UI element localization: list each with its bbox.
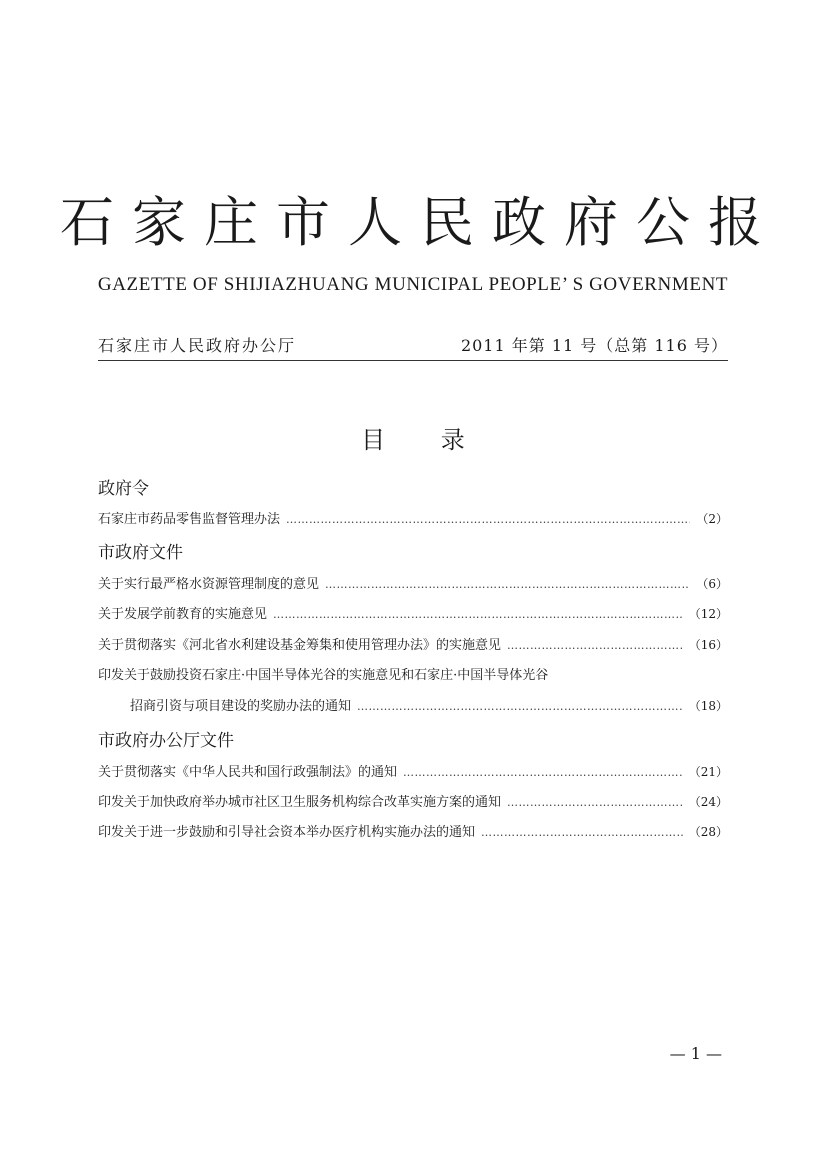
leader-dots <box>357 698 683 716</box>
toc-entry[interactable] <box>98 823 728 842</box>
leader-dots <box>507 637 683 655</box>
toc-entry-page: （16） <box>688 638 728 652</box>
gazette-english-title: GAZETTE OF SHIJIAZHUANG MUNICIPAL PEOPLE’ S GOVERNMENT <box>97 274 729 295</box>
section-title: 市政府文件 <box>98 543 183 563</box>
toc-entry-title: 印发关于加快政府举办城市社区卫生服务机构综合改革实施方案的通知 <box>98 795 502 810</box>
toc-entry-title: 关于实行最严格水资源管理制度的意见 <box>98 577 320 592</box>
toc-entry-page: （2） <box>696 512 728 526</box>
toc-heading: 目 录 <box>361 426 465 454</box>
gazette-title: 石家庄市人民政府公报 <box>60 191 780 254</box>
toc-entry-page: （24） <box>688 795 728 809</box>
toc-entry-title: 印发关于进一步鼓励和引导社会资本举办医疗机构实施办法的通知 <box>98 825 476 840</box>
toc-entry-page: （28） <box>688 825 728 839</box>
leader-dots <box>481 824 683 842</box>
toc-entry[interactable] <box>98 636 728 655</box>
toc-entry-page: （18） <box>688 699 728 713</box>
toc-entry-title: 关于贯彻落实《中华人民共和国行政强制法》的通知 <box>98 765 398 780</box>
leader-dots <box>286 511 690 529</box>
toc-entry[interactable] <box>98 510 728 529</box>
toc-entry-page: （21） <box>688 765 728 779</box>
issue-number: 2011 年第 11 号（总第 116 号） <box>460 336 728 355</box>
leader-dots <box>273 606 683 624</box>
leader-dots <box>403 764 683 782</box>
toc-entry[interactable] <box>130 697 728 716</box>
toc-entry-title: 关于发展学前教育的实施意见 <box>98 607 268 622</box>
issuer: 石家庄市人民政府办公厅 <box>98 336 297 355</box>
toc-entry-title: 关于贯彻落实《河北省水利建设基金筹集和使用管理办法》的实施意见 <box>98 638 502 653</box>
toc-entry-page: （6） <box>696 577 728 591</box>
section-title: 政府令 <box>98 479 149 499</box>
page-number: — 1 — <box>669 1044 722 1063</box>
toc-entry-page: （12） <box>688 607 728 621</box>
leader-dots <box>507 794 683 812</box>
toc-entry[interactable] <box>98 605 728 624</box>
toc-entry-title: 石家庄市药品零售监督管理办法 <box>98 512 281 527</box>
toc-entry[interactable] <box>98 793 728 812</box>
toc-entry[interactable] <box>98 575 728 594</box>
section-title: 市政府办公厅文件 <box>98 731 234 751</box>
leader-dots <box>325 576 690 594</box>
header-divider <box>98 360 728 361</box>
toc-entry-continuation: 招商引资与项目建设的奖励办法的通知 <box>130 699 352 714</box>
toc-entry-title[interactable]: 印发关于鼓励投资石家庄·中国半导体光谷的实施意见和石家庄·中国半导体光谷 <box>98 668 549 683</box>
toc-entry[interactable] <box>98 763 728 782</box>
